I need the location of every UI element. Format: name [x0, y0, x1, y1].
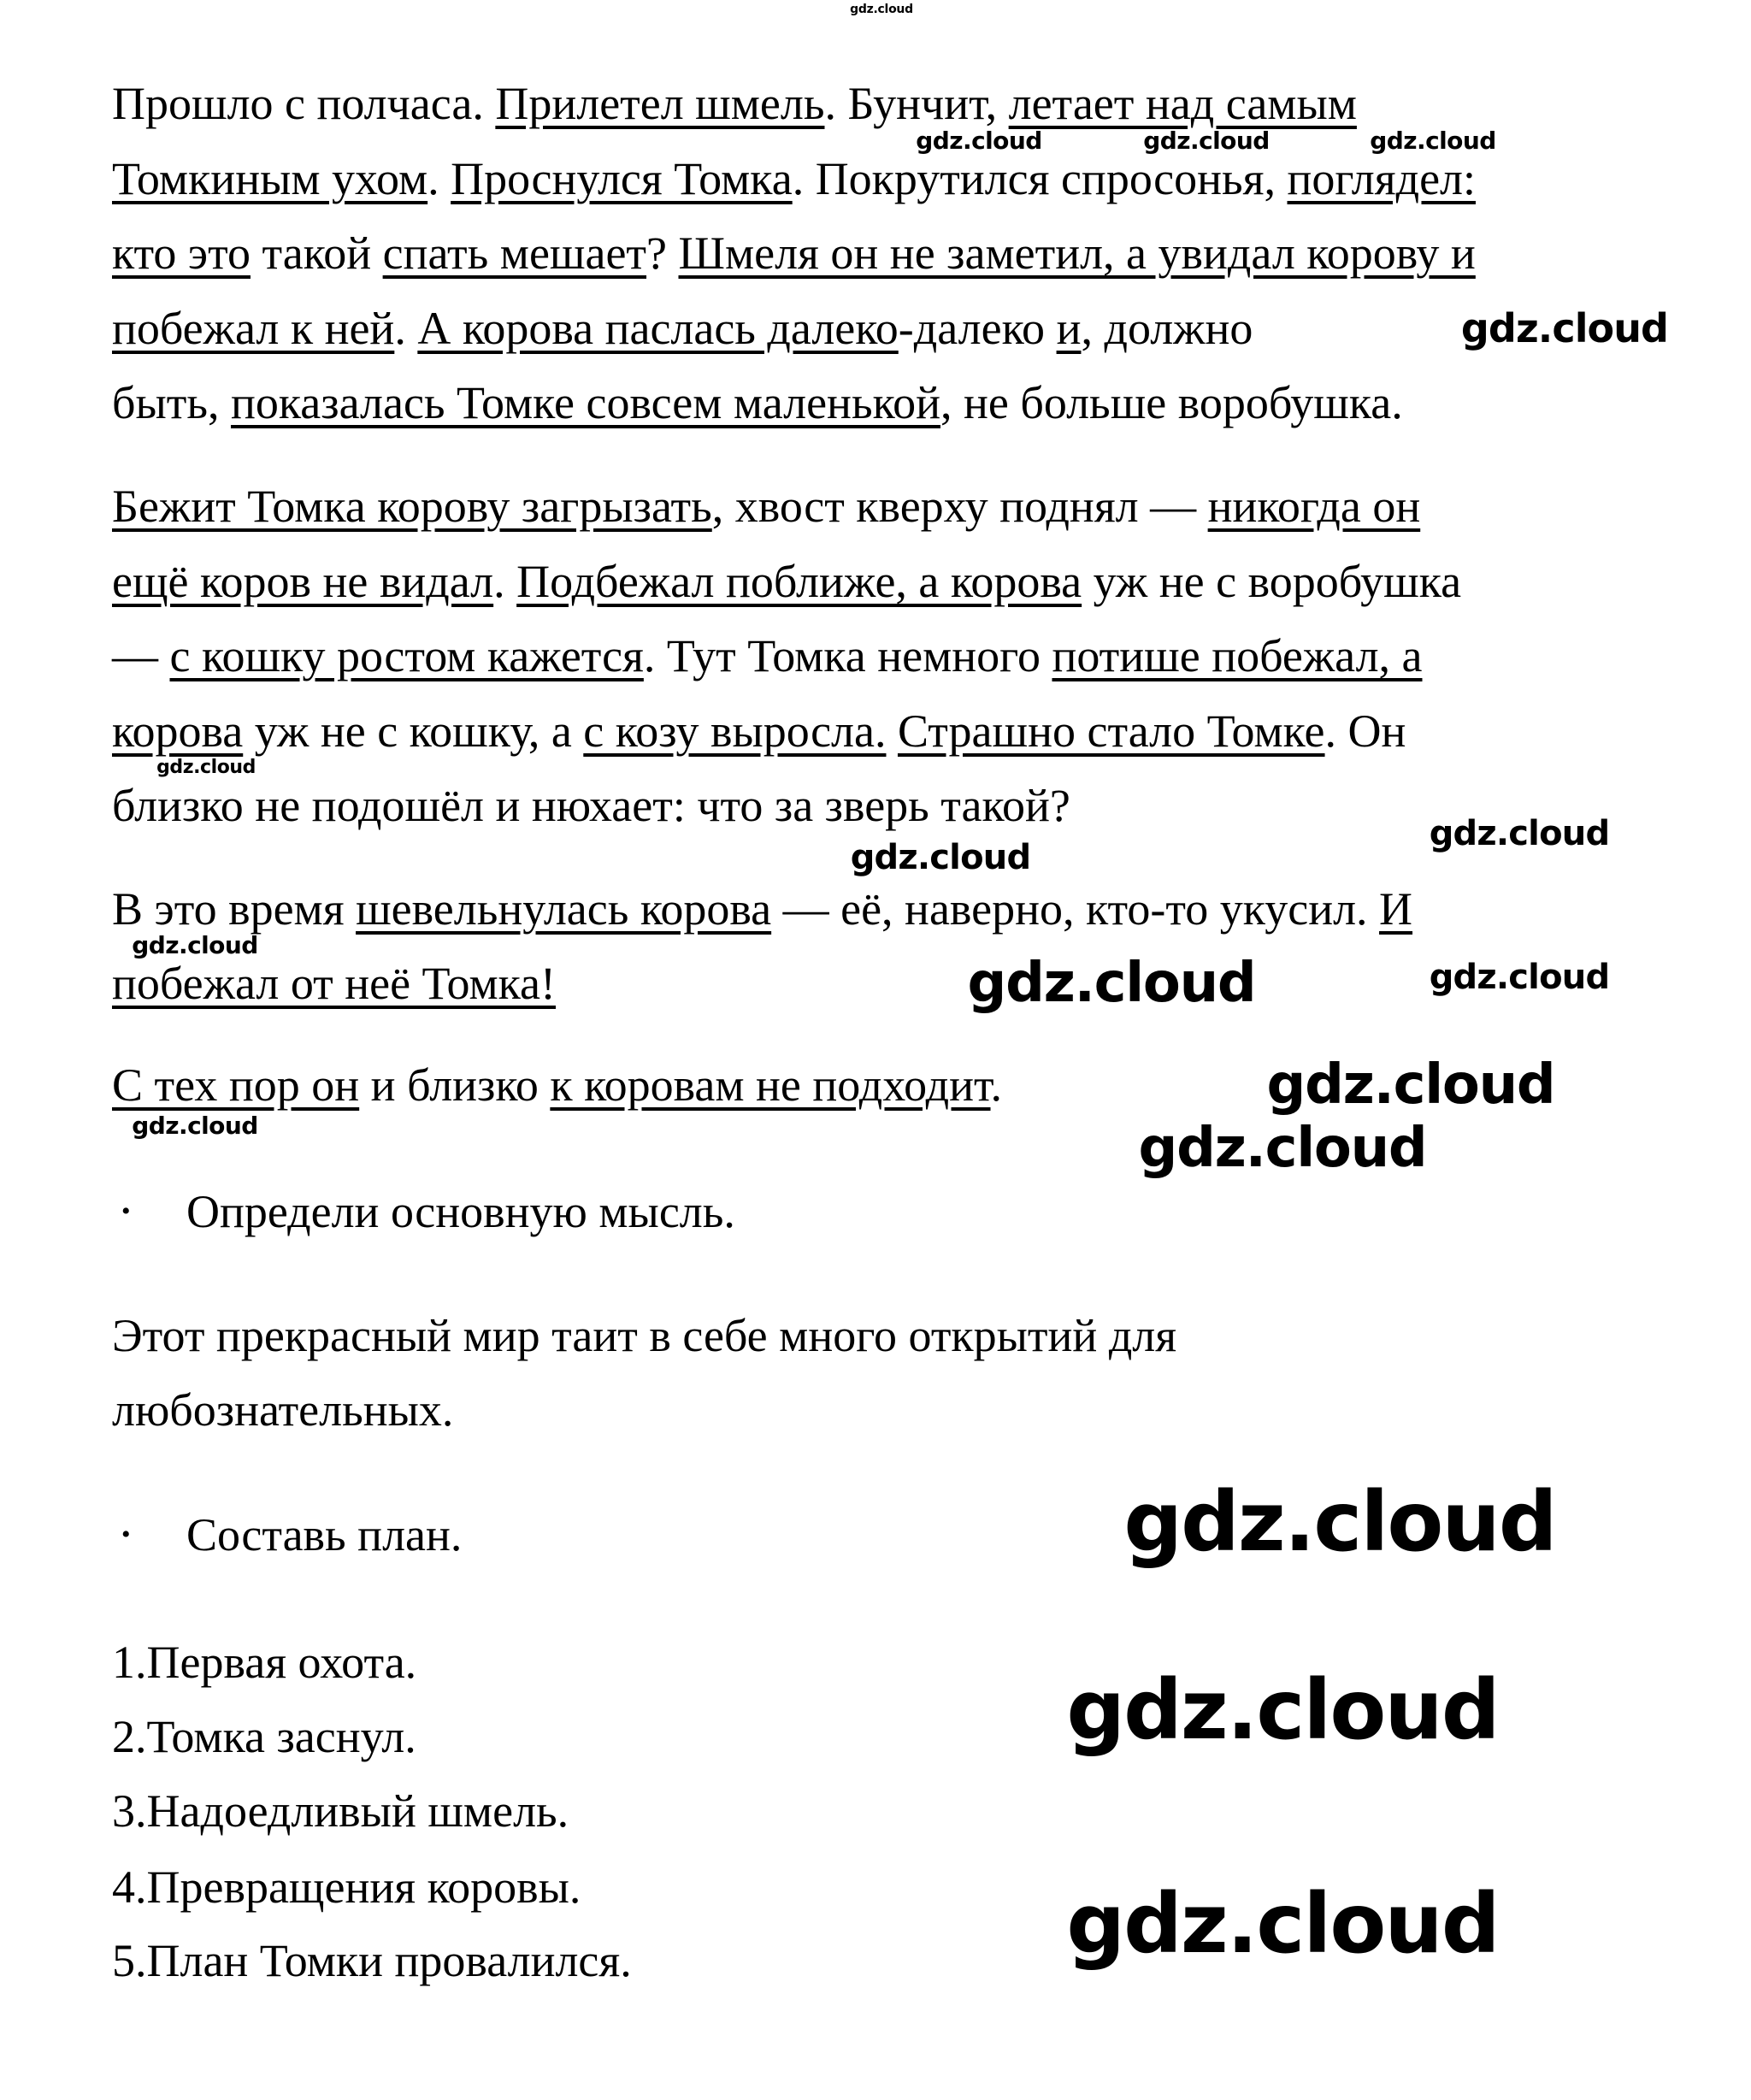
underlined-phrase: Подбежал поближе, а корова: [516, 556, 1082, 607]
text-segment: . Покрутился спросонья,: [792, 153, 1288, 204]
bullet-icon: •: [121, 1197, 131, 1225]
underlined-phrase: Прилетел шмель: [495, 78, 825, 129]
text-segment: быть,: [112, 377, 231, 428]
story-line: [112, 707, 1406, 755]
bullet-icon: •: [121, 1520, 131, 1548]
underlined-phrase: А корова паслась далеко: [417, 303, 899, 354]
underlined-phrase: Страшно стало Томке: [897, 705, 1325, 757]
text-segment: , хвост кверху поднял —: [711, 481, 1208, 532]
text-segment: . Он: [1324, 705, 1406, 757]
watermark: gdz.cloud: [967, 952, 1256, 1015]
underlined-phrase: Проснулся Томка: [451, 153, 793, 204]
watermark: gdz.cloud: [1066, 1876, 1499, 1972]
plan-item: 3.Надоедливый шмель.: [112, 1785, 569, 1837]
plan-item: 5.План Томки провалился.: [112, 1935, 632, 1986]
story-line: [112, 80, 1357, 127]
text-segment: ?: [646, 227, 679, 279]
underlined-phrase: побежал к ней: [112, 303, 395, 354]
watermark: gdz.cloud: [1370, 127, 1496, 155]
text-segment: , не больше воробушка.: [940, 377, 1403, 428]
text-segment: В это время: [112, 883, 357, 935]
watermark: gdz.cloud: [1266, 1053, 1555, 1117]
story-line: [112, 379, 1403, 427]
story-line: [112, 557, 1461, 605]
watermark: gdz.cloud: [850, 3, 913, 16]
watermark: gdz.cloud: [1460, 305, 1669, 351]
plan-item: 1.Первая охота.: [112, 1637, 417, 1688]
text-segment: .: [427, 153, 451, 204]
plan-item: 4.Превращения коровы.: [112, 1861, 581, 1913]
task-main-idea: Определи основную мысль.: [186, 1186, 735, 1237]
underlined-phrase: Шмеля он не заметил, а увидал корову и: [678, 227, 1476, 279]
text-segment: -далеко: [898, 303, 1057, 354]
watermark: gdz.cloud: [156, 757, 256, 778]
text-segment: . Бунчит,: [824, 78, 1009, 129]
underlined-phrase: кто это: [112, 227, 251, 279]
text-segment: .: [493, 556, 517, 607]
text-segment: [886, 705, 898, 757]
answer-line: Этот прекрасный мир таит в себе много открытий для: [112, 1310, 1177, 1361]
underlined-phrase: Бежит Томка корову загрызать: [112, 481, 712, 532]
text-segment: уж не с воробушка: [1082, 556, 1462, 607]
story-line: [112, 304, 1253, 352]
underlined-phrase: спать мешает: [382, 227, 647, 279]
task-make-plan: Составь план.: [186, 1509, 463, 1560]
watermark: gdz.cloud: [132, 1112, 258, 1140]
watermark: gdz.cloud: [1066, 1662, 1499, 1758]
watermark: gdz.cloud: [916, 127, 1042, 155]
underlined-phrase: показалась Томке совсем маленькой: [230, 377, 940, 428]
underlined-phrase: поглядел:: [1287, 153, 1476, 204]
underlined-phrase: и: [1056, 303, 1082, 354]
underlined-phrase: корова: [112, 705, 244, 757]
underlined-phrase: С тех пор он: [112, 1059, 360, 1111]
answer-line: любознательных.: [112, 1384, 454, 1436]
text-segment: . Тут Томка немного: [643, 630, 1052, 681]
story-line: [112, 959, 556, 1007]
underlined-phrase: Томкиным ухом: [112, 153, 428, 204]
story-line: [112, 482, 1420, 530]
watermark: gdz.cloud: [850, 838, 1031, 877]
text-segment: .: [394, 303, 418, 354]
watermark: gdz.cloud: [1138, 1117, 1427, 1180]
text-segment: уж не с кошку, а: [243, 705, 584, 757]
text-segment: , должно: [1081, 303, 1253, 354]
underlined-phrase: побежал от неё Томка!: [112, 958, 556, 1009]
underlined-phrase: шевельнулась корова: [356, 883, 772, 935]
underlined-phrase: никогда он: [1207, 481, 1421, 532]
watermark: gdz.cloud: [1143, 127, 1270, 155]
story-line: [112, 782, 1070, 829]
underlined-phrase: с козу выросла.: [583, 705, 887, 757]
story-line: [112, 229, 1476, 277]
text-segment: Прошло с полчаса.: [112, 78, 496, 129]
text-segment: такой: [250, 227, 383, 279]
watermark: gdz.cloud: [132, 931, 258, 959]
plan-item: 2.Томка заснул.: [112, 1711, 416, 1762]
text-segment: — её, наверно, кто-то укусил.: [771, 883, 1380, 935]
story-line: [112, 885, 1412, 933]
underlined-phrase: И: [1379, 883, 1413, 935]
text-segment: .: [990, 1059, 1003, 1111]
watermark: gdz.cloud: [1123, 1474, 1556, 1570]
story-line: [112, 1061, 1002, 1109]
story-line: [112, 155, 1476, 203]
underlined-phrase: к коровам не подходит: [550, 1059, 991, 1111]
watermark: gdz.cloud: [1429, 814, 1610, 853]
underlined-phrase: ещё коров не видал: [112, 556, 494, 607]
underlined-phrase: летает над самым: [1008, 78, 1357, 129]
text-segment: и близко: [359, 1059, 551, 1111]
underlined-phrase: с кошку ростом кажется: [169, 630, 644, 681]
text-segment: близко не подошёл и нюхает: что за зверь такой?: [112, 780, 1070, 831]
story-line: [112, 632, 1423, 680]
underlined-phrase: потише побежал, а: [1052, 630, 1423, 681]
watermark: gdz.cloud: [1429, 958, 1610, 997]
text-segment: —: [112, 630, 170, 681]
